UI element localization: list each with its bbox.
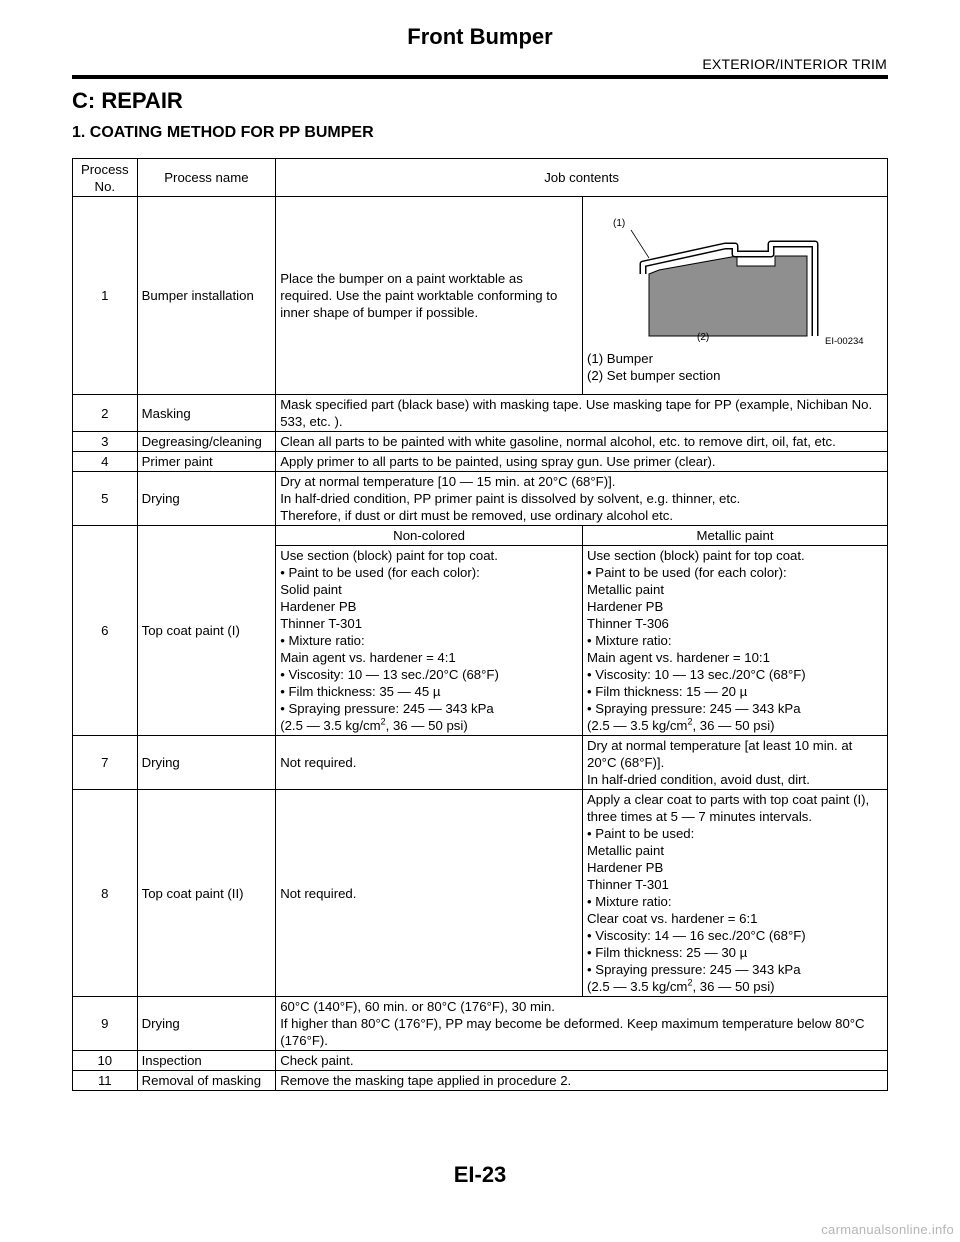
metallic-paint-contents: Dry at normal temperature [at least 10 min. at 20°C (68°F)]. In half-dried condition, avoid dust, dirt. xyxy=(583,736,888,790)
header-divider xyxy=(72,75,888,79)
metallic-paint-contents: Apply a clear coat to parts with top coat paint (I), three times at 5 — 7 minutes intervals. • Paint to be used: Metallic paint Hardener PB Thinner T-301 • Mixture ratio: Clear coat vs. hardener = 6:1 • Viscosity: 14 — 16 sec./20°C (68°F) • Film thickness: 25 — 30 µ • Spraying pressure: 245 — 343 kPa (2.5 — 3.5 $kg/cm^2$, 36 — 50 psi) xyxy=(583,790,888,997)
process-name: Top coat paint (I) xyxy=(137,526,276,736)
process-name: Masking xyxy=(137,395,276,432)
table-row xyxy=(73,1051,888,1071)
process-name: Removal of masking xyxy=(137,1071,276,1091)
job-contents: Dry at normal temperature [10 — 15 min. at 20°C (68°F)]. In half-dried condition, PP primer paint is dissolved by solvent, e.g. thinner, etc. Therefore, if dust or dirt must be removed, use ordinary alcohol etc. xyxy=(276,472,888,526)
metallic-paint-contents: Use section (block) paint for top coat. • Paint to be used (for each color): Metallic paint Hardener PB Thinner T-306 • Mixture ratio: Main agent vs. hardener = 10:1 • Viscosity: 10 — 13 sec./20°C (68°F) • Film thickness: 15 — 20 µ • Spraying pressure: 245 — 343 kPa (2.5 — 3.5 $kg/cm^2$, 36 — 50 psi) xyxy=(583,546,888,736)
job-contents: 60°C (140°F), 60 min. or 80°C (176°F), 30 min. If higher than 80°C (176°F), PP may become be deformed. Keep maximum temperature below 80°C (176°F). xyxy=(276,997,888,1051)
non-colored-contents: Use section (block) paint for top coat. • Paint to be used (for each color): Solid paint Hardener PB Thinner T-301 • Mixture ratio: Main agent vs. hardener = 4:1 • Viscosity: 10 — 13 sec./20°C (68°F) • Film thickness: 35 — 45 µ • Spraying pressure: 245 — 343 kPa (2.5 — 3.5 $kg/cm^2$, 36 — 50 psi) xyxy=(276,546,583,736)
header-job-contents: Job contents xyxy=(276,159,888,197)
repair-heading: C: REPAIR xyxy=(72,88,183,113)
process-no: 10 xyxy=(73,1051,138,1071)
figure-caption-bumper: (1) Bumper xyxy=(587,350,653,366)
table-row xyxy=(73,997,888,1051)
figure-label-1: (1) xyxy=(613,217,626,229)
set-bumper-section-shape xyxy=(649,256,807,336)
figure-label-2: (2) xyxy=(697,331,710,343)
process-name: Drying xyxy=(137,997,276,1051)
bumper-cross-section-diagram xyxy=(587,208,879,346)
header-process-name: Process name xyxy=(137,159,276,197)
table-row xyxy=(73,790,888,997)
table-row xyxy=(73,526,888,546)
page-number: EI-23 xyxy=(453,1162,507,1187)
coating-method-heading: 1. COATING METHOD FOR PP BUMPER xyxy=(72,124,374,141)
table-row xyxy=(73,736,888,790)
process-name: Top coat paint (II) xyxy=(137,790,276,997)
leader-line-1 xyxy=(631,230,649,258)
table-row xyxy=(73,197,888,395)
process-no: 1 xyxy=(73,197,138,395)
process-no: 11 xyxy=(73,1071,138,1091)
bumper-figure-cell xyxy=(583,197,888,395)
process-name: Bumper installation xyxy=(137,197,276,395)
header-process-no: Process No. xyxy=(73,159,138,197)
process-no: 5 xyxy=(73,472,138,526)
process-no: 2 xyxy=(73,395,138,432)
non-colored-contents: Not required. xyxy=(276,736,583,790)
table-row xyxy=(73,1071,888,1091)
process-name: Drying xyxy=(137,472,276,526)
process-no: 3 xyxy=(73,432,138,452)
job-contents: Mask specified part (black base) with masking tape. Use masking tape for PP (example, Nichiban No. 533, etc. ). xyxy=(276,395,888,432)
page-title: Front Bumper xyxy=(407,24,553,49)
process-no: 7 xyxy=(73,736,138,790)
table-row xyxy=(73,472,888,526)
process-no: 8 xyxy=(73,790,138,997)
process-name: Degreasing/cleaning xyxy=(137,432,276,452)
process-no: 4 xyxy=(73,452,138,472)
sub-header-non-colored: Non-colored xyxy=(276,526,583,546)
table-row xyxy=(73,395,888,432)
process-no: 9 xyxy=(73,997,138,1051)
process-name: Inspection xyxy=(137,1051,276,1071)
process-name: Primer paint xyxy=(137,452,276,472)
figure-caption-set-section: (2) Set bumper section xyxy=(587,367,721,383)
watermark: carmanualsonline.info xyxy=(821,1222,954,1237)
job-contents: Apply primer to all parts to be painted, using spray gun. Use primer (clear). xyxy=(276,452,888,472)
job-contents: Remove the masking tape applied in procedure 2. xyxy=(276,1071,888,1091)
process-name: Drying xyxy=(137,736,276,790)
section-title: EXTERIOR/INTERIOR TRIM xyxy=(702,56,887,72)
job-contents: Check paint. xyxy=(276,1051,888,1071)
table-row xyxy=(73,452,888,472)
process-table xyxy=(72,158,888,1091)
table-row xyxy=(73,432,888,452)
table-header-row xyxy=(73,159,888,197)
non-colored-contents: Not required. xyxy=(276,790,583,997)
process-no: 6 xyxy=(73,526,138,736)
job-contents: Clean all parts to be painted with white gasoline, normal alcohol, etc. to remove dirt, oil, fat, etc. xyxy=(276,432,888,452)
figure-code: EI-00234 xyxy=(825,335,864,346)
sub-header-metallic-paint: Metallic paint xyxy=(583,526,888,546)
job-contents: Place the bumper on a paint worktable as required. Use the paint worktable conforming to inner shape of bumper if possible. xyxy=(276,197,583,395)
